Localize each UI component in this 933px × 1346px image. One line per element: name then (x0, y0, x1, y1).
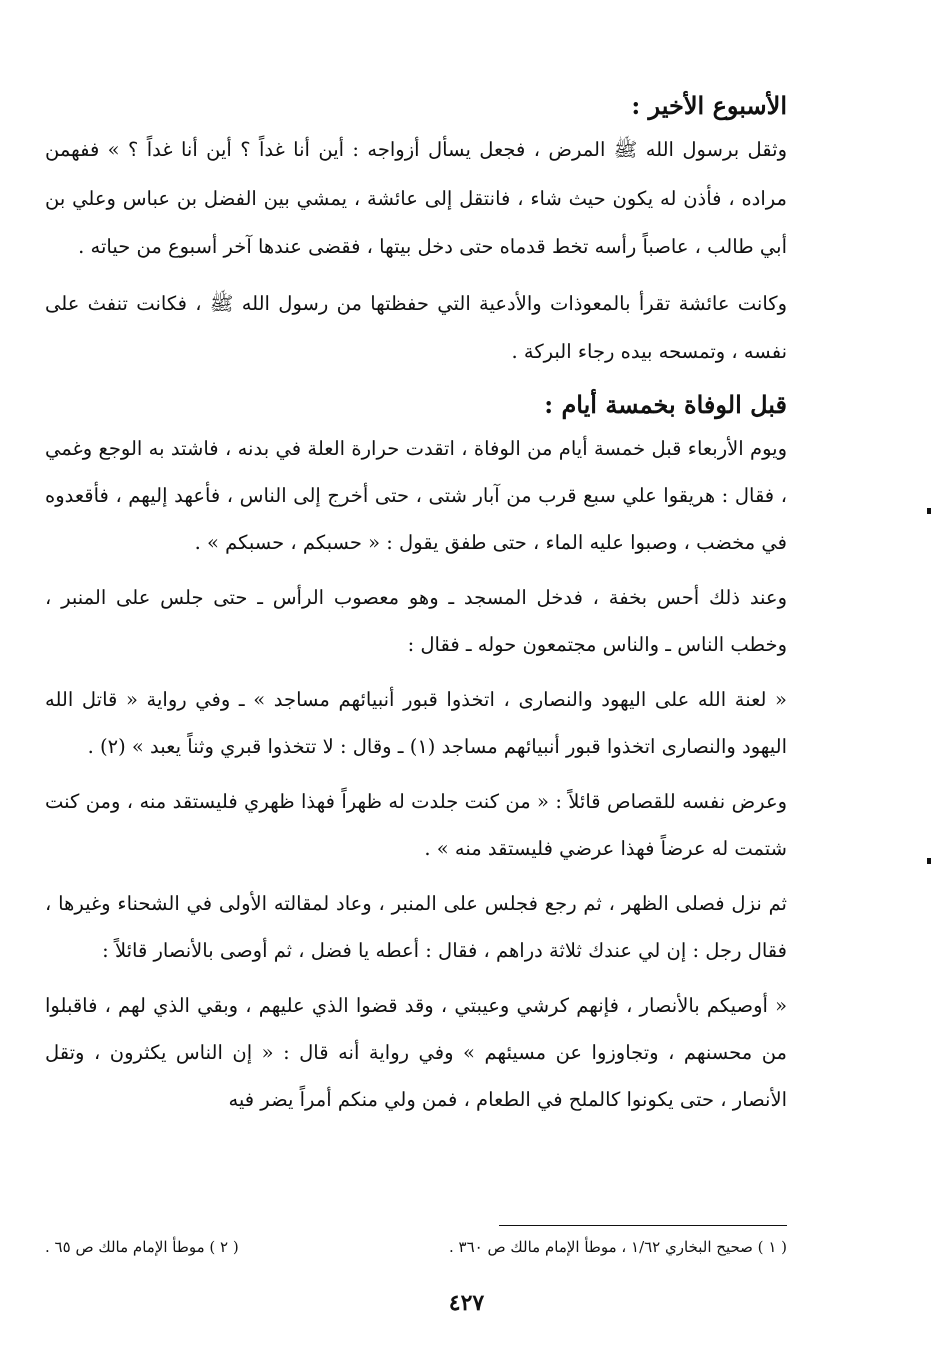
paragraph-text: « أوصيكم بالأنصار ، فإنهم كرشي وعيبتي ، وقد قضوا الذي عليهم ، وبقي الذي لهم ، فاقبلوا من محسنهم ، وتجاوزوا عن مسيئهم » وفي رواية أنه قال : « إن الناس يكثرون ، وتقل الأنصار ، حتى يكونوا كالملح في الطعام ، فمن ولي منكم أمراً يضر فيه (45, 993, 787, 1111)
paragraph-ansar (45, 982, 787, 1123)
footnote-2: ( ٢ ) موطأ الإمام مالك ص ٦٥ . (45, 1238, 239, 1256)
paragraph-illness (45, 126, 787, 272)
footnote-1: ( ١ ) صحيح البخاري ١/٦٢ ، موطأ الإمام مالك ص ٣٦٠ . (448, 1238, 787, 1256)
paragraph-text: وعرض نفسه للقصاص قائلاً : « من كنت جلدت له ظهراً فهذا ظهري فليستقد منه ، ومن كنت شتمت له عرضاً فهذا عرضي فليستقد منه » . (45, 789, 787, 860)
edge-mark (927, 858, 931, 864)
section-heading-last-week: الأسبوع الأخير : (631, 91, 787, 120)
footnotes (45, 1236, 787, 1258)
footnote-separator (499, 1225, 787, 1226)
paragraph-curse-quote (45, 676, 787, 770)
paragraph-text: وكانت عائشة تقرأ بالمعوذات والأدعية التي حفظتها من رسول الله ﷺ ، فكانت تنفث على نفسه ، وتمسحه بيده رجاء البركة . (45, 291, 787, 363)
paragraph-text: وعند ذلك أحس بخفة ، فدخل المسجد ـ وهو معصوب الرأس ـ حتى جلس على المنبر ، وخطب الناس ـ والناس مجتمعون حوله ـ فقال : (45, 585, 787, 656)
page-number: ٤٢٧ (448, 1290, 485, 1316)
section-heading-five-days: قبل الوفاة بخمسة أيام : (544, 389, 787, 419)
paragraph-text: ويوم الأربعاء قبل خمسة أيام من الوفاة ، اتقدت حرارة العلة في بدنه ، فاشتد به الوجع وغمي ، فقال : هريقوا علي سبع قرب من آبار شتى ، حتى أخرج إلى الناس ، فأعهد إليهم ، فأقعدوه في مخضب ، وصبوا عليه الماء ، حتى طفق يقول : « حسبكم ، حسبكم » . (45, 436, 787, 554)
paragraph-aisha-recitation (45, 280, 787, 377)
paragraph-mosque-sermon (45, 574, 787, 668)
paragraph-qisas (45, 778, 787, 872)
edge-mark (927, 508, 931, 514)
paragraph-text: ثم نزل فصلى الظهر ، ثم رجع فجلس على المنبر ، وعاد لمقالته الأولى في الشحناء وغيرها ، فقال رجل : إن لي عندك ثلاثة دراهم ، فقال : أعطه يا فضل ، ثم أوصى بالأنصار قائلاً : (45, 891, 787, 962)
main-text (45, 86, 787, 1131)
paragraph-text: « لعنة الله على اليهود والنصارى ، اتخذوا قبور أنبيائهم مساجد » ـ وفي رواية « قاتل الله اليهود والنصارى اتخذوا قبور أنبيائهم مساجد (١) ـ وقال : لا تتخذوا قبري وثناً يعبد » (٢) . (45, 687, 787, 758)
paragraph-text: وثقل برسول الله ﷺ المرض ، فجعل يسأل أزواجه : أين أنا غداً ؟ أين أنا غداً ؟ » ففهمن مراده ، فأذن له يكون حيث شاء ، فانتقل إلى عائشة ، يمشي بين الفضل بن عباس وعلي بن أبي طالب ، عاصباً رأسه تخط قدماه حتى دخل بيتها ، فقضى عندها آخر أسبوع من حياته . (45, 138, 787, 258)
paragraph-dhuhr (45, 880, 787, 974)
paragraph-wednesday (45, 425, 787, 566)
